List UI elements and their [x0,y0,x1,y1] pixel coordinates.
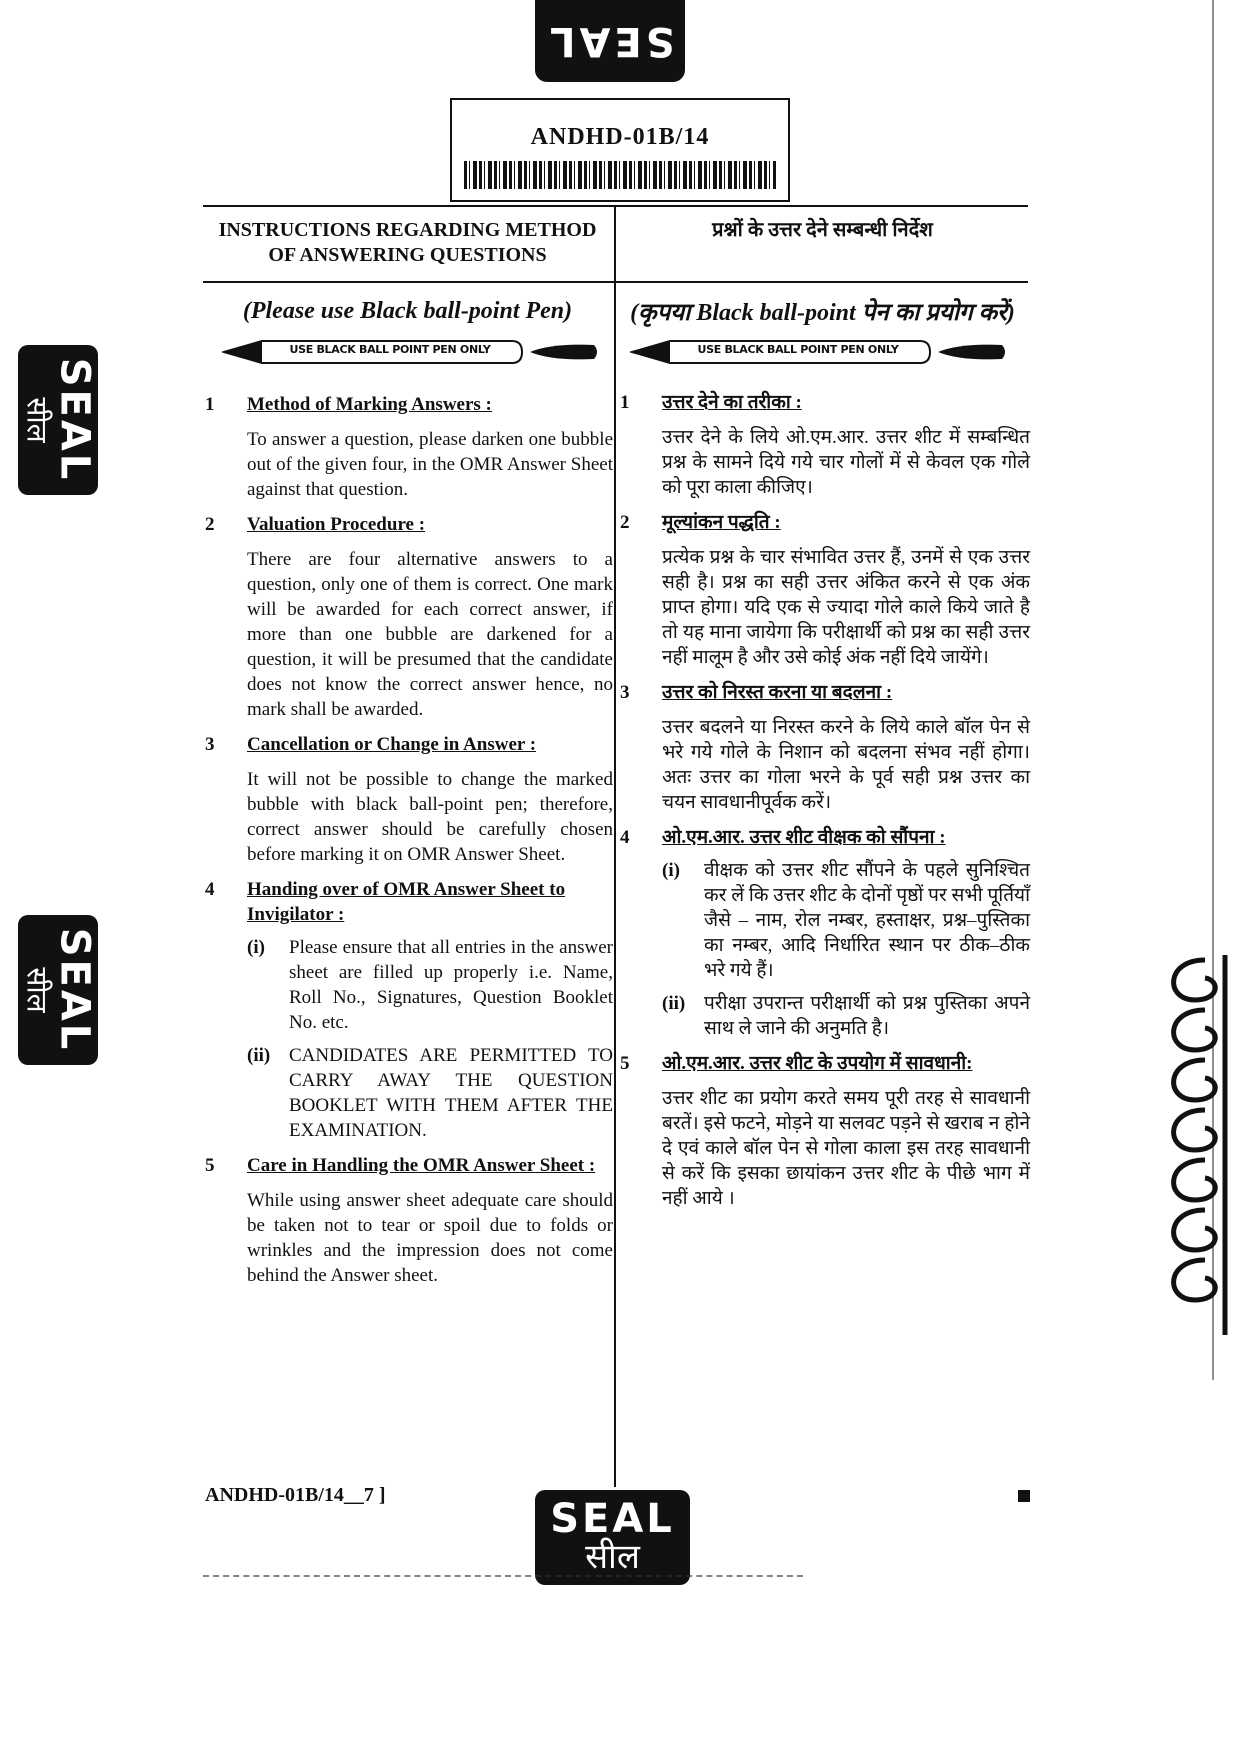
section-body: प्रत्येक प्रश्न के चार संभावित उत्तर हैं, उनमें से एक उत्तर सही है। प्रश्न का सही उत्तर अंकित करने से एक अंक प्राप्त होगा। यदि एक से ज्यादा गोले काले किये जाते है तो यह माना जायेगा कि परीक्षार्थी को प्रश्न का सही उत्तर नहीं मालूम है और उसे कोई अंक नहीं दिये जायेंगे। [662,547,1030,668]
hindi-section-3: 3 उत्तर को निरस्त करना या बदलना : उत्तर बदलने या निरस्त करने के लिये काले बॉल पेन से भरे गये गोले के निशान को बदलना संभव नहीं होगा। अतः उत्तर का गोला भरने के पूर्व सही प्रश्न उत्तर का चयन सावधानीपूर्वक करें। [620,682,1030,813]
seal-stamp-side-1: SEAL सील [18,345,98,495]
section-body: उत्तर शीट का प्रयोग करते समय पूरी तरह से सावधानी बरतें। इसे फटने, मोड़ने या सलवट पड़ने से खराब न होने दे एवं काले बॉल पेन से गोला काला इस तरह सावधानी से करें कि इसका छायांकन उत्तर शीट के पीछे भाग में नहीं आये । [662,1088,1030,1209]
footer-page-code: ANDHD-01B/14__7 ] [205,1484,386,1506]
booklet-code: ANDHD-01B/14 [530,124,710,150]
section-title: मूल्यांकन पद्धति : [662,512,781,533]
english-subitem-ii: (ii) CANDIDATES ARE PERMITTED TO CARRY AWAY THE QUESTION BOOKLET WITH THEM AFTER THE EXAMINATION. [247,1045,613,1141]
pen-note-hindi: (कृपया Black ball-point पेन का प्रयोग करें) [630,300,1015,326]
section-title: ओ.एम.आर. उत्तर शीट के उपयोग में सावधानी: [662,1053,973,1074]
pen-note-english: (Please use Black ball-point Pen) [242,298,573,324]
pen-label-right: USE BLACK BALL POINT PEN ONLY [697,343,899,356]
hindi-subitem-i: (i) वीक्षक को उत्तर शीट सौंपने के पहले सुनिश्चित कर लें कि उत्तर शीट के दोनों पृष्ठों पर सभी पूर्तियाँ जैसे – नाम, रोल नम्बर, हस्ताक्षर, प्रश्न–पुस्तिका का नम्बर, आदि निर्धारित स्थान पर ठीक–ठीक भरे गये हैं। [662,860,1030,981]
seal-stamp-side-2: SEAL सील [18,915,98,1065]
english-section-2: 2 Valuation Procedure : There are four alternative answers to a question, only one of them is correct. One mark will be awarded for each correct answer, if more than one bubble are darkened for a question, it will be presumed that the candidate does not know the correct answer hence, no mark shall be awarded. [205,514,613,720]
english-section-3: 3 Cancellation or Change in Answer : It will not be possible to change the marked bubble with black ball-point pen; therefore, correct answer should be carefully chosen before marking it on OMR Answer Sheet. [205,734,613,865]
english-subitem-i: (i) Please ensure that all entries in the answer sheet are filled up properly i.e. Name, Roll No., Signatures, Question Booklet No. etc. [247,937,613,1033]
section-title: Care in Handling the OMR Answer Sheet : [247,1155,596,1176]
section-title: Cancellation or Change in Answer : [247,734,537,755]
pen-label-left: USE BLACK BALL POINT PEN ONLY [289,343,491,356]
section-body: There are four alternative answers to a question, only one of them is correct. One mark will be awarded for each correct answer, if more than one bubble are darkened for a question, it will be presumed that the candidate does not know the correct answer hence, no mark shall be awarded. [247,549,613,720]
hindi-section-1: 1 उत्तर देने का तरीका : उत्तर देने के लिये ओ.एम.आर. उत्तर शीट में सम्बन्धित प्रश्न के सामने दिये गये चार गोलों में से केवल एक गोले को पूरा काला कीजिए। [620,392,1030,498]
seal-stamp-bottom: SEAL सील [535,1490,690,1585]
footer-dashed-line [203,1575,803,1577]
section-title: ओ.एम.आर. उत्तर शीट वीक्षक को सौंपना : [662,827,946,848]
section-title: उत्तर को निरस्त करना या बदलना : [662,682,893,703]
section-body: While using answer sheet adequate care should be taken not to tear or spoil due to folds or wrinkles and the impression does not come behind the Answer sheet. [247,1190,613,1286]
column-divider [614,207,616,1487]
seal-stamp-top: SEAL [535,0,685,82]
scroll-ornament [1145,950,1235,1340]
section-body: To answer a question, please darken one bubble out of the given four, in the OMR Answer Sheet against that question. [247,429,613,500]
hindi-instructions [620,390,1030,1221]
hindi-subitem-ii: (ii) परीक्षा उपरान्त परीक्षार्थी को प्रश्न पुस्तिका अपने साथ ले जाने की अनुमति है। [662,993,1030,1039]
pen-icon-right [630,335,1010,369]
english-section-4: 4 Handing over of OMR Answer Sheet to Invigilator : (i) Please ensure that all entries in the answer sheet are filled up properly i.e. Name, Roll No., Signatures, Question Booklet No. etc. (ii) CANDIDATES ARE PERMITTED TO CARRY AWAY THE QUESTION BOOKLET WITH THEM AFTER THE EXAMINATION. [205,879,613,1141]
section-body: It will not be possible to change the marked bubble with black ball-point pen; therefore, correct answer should be carefully chosen before marking it on OMR Answer Sheet. [247,769,613,865]
heading-english: INSTRUCTIONS REGARDING METHOD OF ANSWERING QUESTIONS [218,219,597,266]
english-section-1: 1 Method of Marking Answers : To answer a question, please darken one bubble out of the given four, in the OMR Answer Sheet against that question. [205,394,613,500]
footer-marker [1018,1490,1030,1502]
barcode [464,161,776,189]
pen-icon-left [222,335,602,369]
section-title: उत्तर देने का तरीका : [662,392,802,413]
hindi-section-5: 5 ओ.एम.आर. उत्तर शीट के उपयोग में सावधानी: उत्तर शीट का प्रयोग करते समय पूरी तरह से सावधानी बरतें। इसे फटने, मोड़ने या सलवट पड़ने से खराब न होने दे एवं काले बॉल पेन से गोला काला इस तरह सावधानी से करें कि इसका छायांकन उत्तर शीट के पीछे भाग में नहीं आये । [620,1053,1030,1209]
section-title: Method of Marking Answers : [247,394,492,415]
english-instructions [205,392,613,1298]
booklet-code-box [450,98,790,202]
section-body: उत्तर बदलने या निरस्त करने के लिये काले बॉल पेन से भरे गये गोले के निशान को बदलना संभव नहीं होगा। अतः उत्तर का गोला भरने के पूर्व सही प्रश्न उत्तर का चयन सावधानीपूर्वक करें। [662,717,1030,813]
hindi-section-4: 4 ओ.एम.आर. उत्तर शीट वीक्षक को सौंपना : (i) वीक्षक को उत्तर शीट सौंपने के पहले सुनिश्चित कर लें कि उत्तर शीट के दोनों पृष्ठों पर सभी पूर्तियाँ जैसे – नाम, रोल नम्बर, हस्ताक्षर, प्रश्न–पुस्तिका का नम्बर, आदि निर्धारित स्थान पर ठीक–ठीक भरे गये हैं। (ii) परीक्षा उपरान्त परीक्षार्थी को प्रश्न पुस्तिका अपने साथ ले जाने की अनुमति है। [620,827,1030,1039]
english-section-5: 5 Care in Handling the OMR Answer Sheet : While using answer sheet adequate care should be taken not to tear or spoil due to folds or wrinkles and the impression does not come behind the Answer sheet. [205,1155,613,1286]
section-title: Valuation Procedure : [247,514,426,535]
section-body: उत्तर देने के लिये ओ.एम.आर. उत्तर शीट में सम्बन्धित प्रश्न के सामने दिये गये चार गोलों में से केवल एक गोले को पूरा काला कीजिए। [662,427,1030,498]
heading-hindi: प्रश्नों के उत्तर देने सम्बन्धी निर्देश [712,219,933,241]
section-title: Handing over of OMR Answer Sheet to Invigilator : [247,879,566,925]
hindi-section-2: 2 मूल्यांकन पद्धति : प्रत्येक प्रश्न के चार संभावित उत्तर हैं, उनमें से एक उत्तर सही है। प्रश्न का सही उत्तर अंकित करने से एक अंक प्राप्त होगा। यदि एक से ज्यादा गोले काले किये जाते है तो यह माना जायेगा कि परीक्षार्थी को प्रश्न का सही उत्तर नहीं मालूम है और उसे कोई अंक नहीं दिये जायेंगे। [620,512,1030,668]
